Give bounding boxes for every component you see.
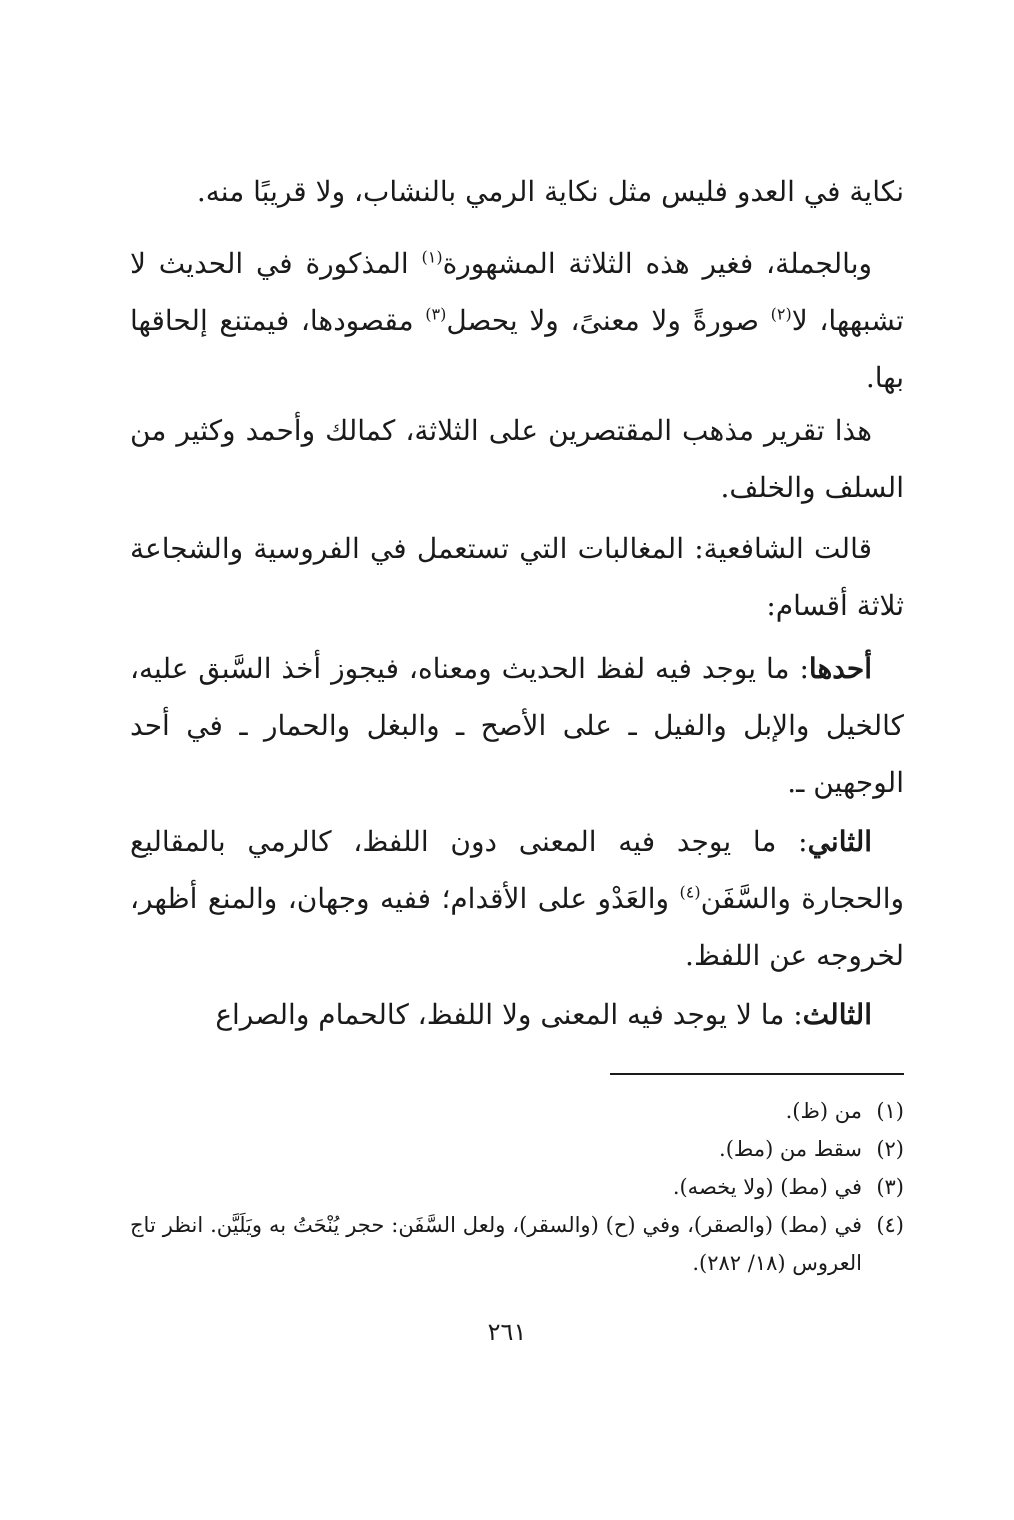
footnote-item <box>130 1206 904 1282</box>
footnote-item <box>130 1168 904 1206</box>
paragraph-second-category <box>130 813 904 984</box>
paragraph-text: والعَدْو على الأقدام؛ ففيه وجهان، والمنع أظهر، لخروجه عن اللفظ. <box>130 882 904 972</box>
paragraph-text: صورةً ولا معنىً، ولا يحصل <box>446 304 771 337</box>
footnote-number: (٤) <box>876 1213 904 1237</box>
paragraph-continuation <box>130 163 904 220</box>
paragraph-first-category <box>130 640 904 811</box>
paragraph-text: قالت الشافعية: المغالبات التي تستعمل في الفروسية والشجاعة ثلاثة أقسام: <box>130 532 904 622</box>
paragraph-text: : ما يوجد فيه المعنى دون اللفظ، كالرمي بالمقاليع والحجارة والسَّفَن <box>130 825 904 915</box>
footnotes <box>130 1092 904 1282</box>
paragraph-shafii <box>130 520 904 634</box>
footnote-item <box>130 1092 904 1130</box>
paragraph-doctrine <box>130 402 904 516</box>
footnote-text: سقط من (مط). <box>719 1137 862 1161</box>
footnote-ref[interactable]: (١) <box>421 247 443 267</box>
category-heading: أحدها <box>808 652 872 685</box>
paragraph-text: هذا تقرير مذهب المقتصرين على الثلاثة، كمالك وأحمد وكثير من السلف والخلف. <box>130 414 904 504</box>
paragraph-summary <box>130 235 904 406</box>
footnote-text: في (مط) (والصقر)، وفي (ح) (والسقر)، ولعل السَّفَن: حجر يُنْحَتُ به ويَلَيَّن. انظر تاج العروس (١٨/ ٢٨٢). <box>130 1213 862 1275</box>
paragraph-third-category <box>130 986 904 1043</box>
footnote-item <box>130 1130 904 1168</box>
footnote-ref[interactable]: (٤) <box>679 882 701 902</box>
paragraph-text: المذكورة في الحديث لا تشبهها، لا <box>130 247 904 337</box>
footnote-text: من (ظ). <box>785 1099 862 1123</box>
footnote-ref[interactable]: (٣) <box>425 304 447 324</box>
footnote-ref[interactable]: (٢) <box>770 304 792 324</box>
paragraph-text: مقصودها، فيمتنع إلحاقها بها. <box>130 304 904 394</box>
paragraph-text: نكاية في العدو فليس مثل نكاية الرمي بالنشاب، ولا قريبًا منه. <box>196 175 904 208</box>
footnote-number: (٢) <box>876 1137 904 1161</box>
paragraph-text: وبالجملة، فغير هذه الثلاثة المشهورة <box>442 247 873 280</box>
footnote-number: (٣) <box>876 1175 904 1199</box>
footnote-separator <box>610 1073 904 1075</box>
category-heading: الثاني <box>807 825 872 858</box>
category-heading: الثالث <box>802 998 872 1031</box>
footnote-number: (١) <box>876 1099 904 1123</box>
paragraph-text: : ما يوجد فيه لفظ الحديث ومعناه، فيجوز أخذ السَّبق عليه، كالخيل والإبل والفيل ـ على الأصح ـ والبغل والحمار ـ في أحد الوجهين ـ. <box>130 652 904 799</box>
page-number: ٢٦١ <box>487 1318 527 1346</box>
paragraph-text: : ما لا يوجد فيه المعنى ولا اللفظ، كالحمام والصراع <box>215 998 803 1031</box>
footnote-text: في (مط) (ولا يخصه). <box>672 1175 862 1199</box>
